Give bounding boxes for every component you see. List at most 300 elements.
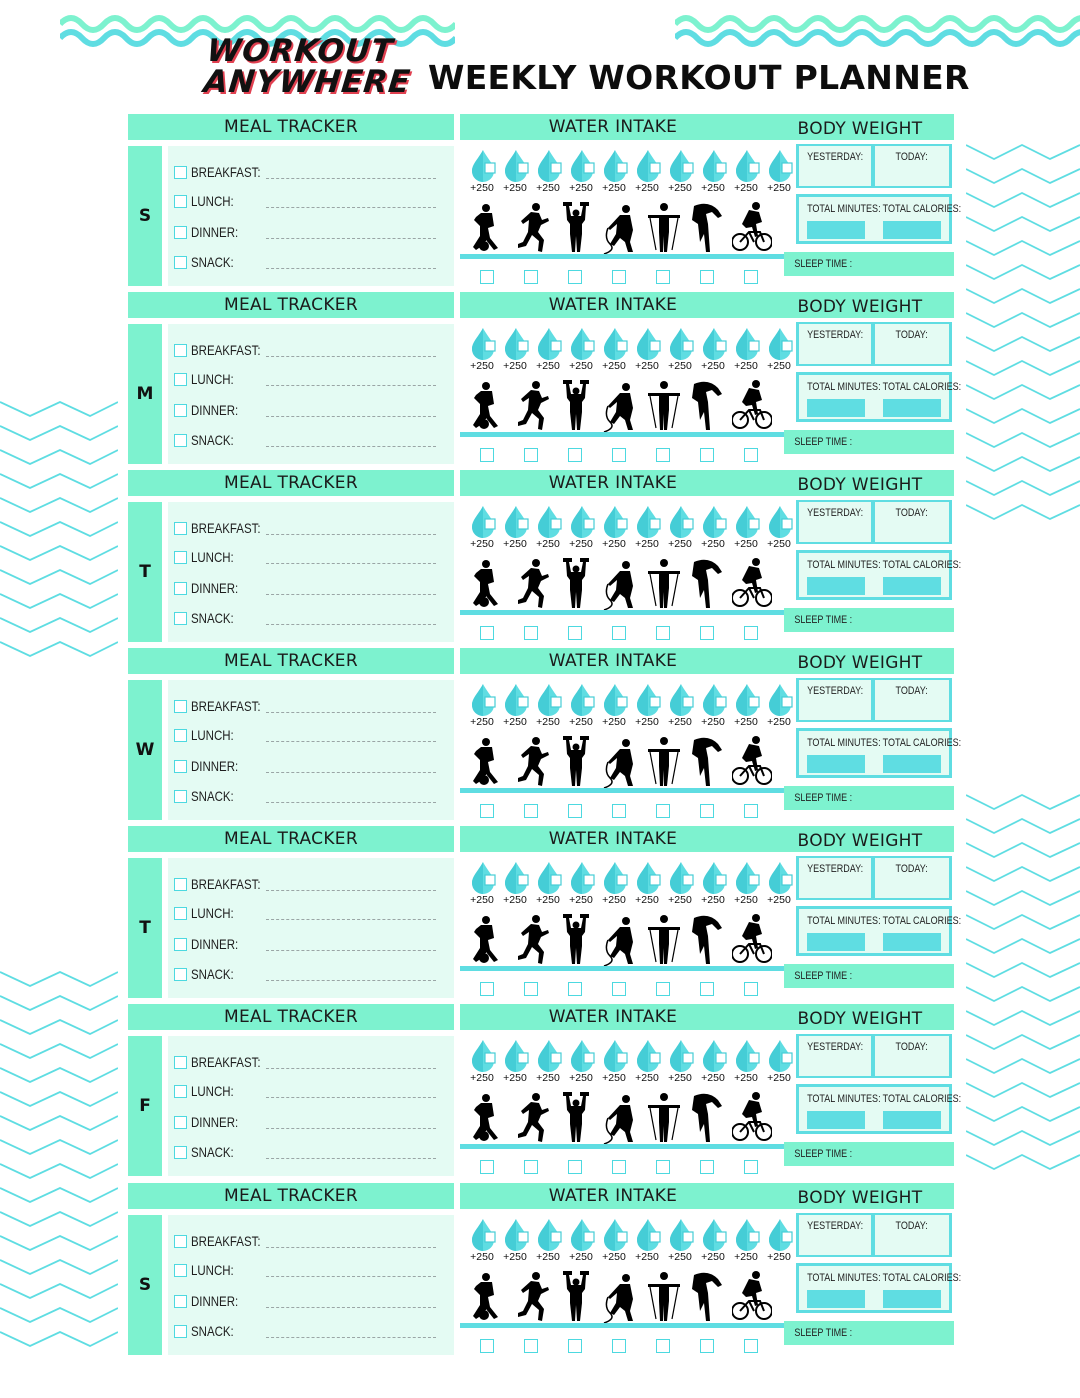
breakfast-write-line[interactable] <box>266 178 436 179</box>
meal-label: SNACK: <box>191 788 234 804</box>
water-drop-icon[interactable] <box>765 505 795 539</box>
water-drop-icon[interactable] <box>468 149 498 183</box>
water-amount-label: +250 <box>536 182 560 194</box>
breakfast-write-line[interactable] <box>266 712 436 713</box>
water-amount-label: +250 <box>503 1251 527 1263</box>
lunch-write-line[interactable] <box>266 207 436 208</box>
meal-panel <box>168 324 454 464</box>
water-drop-icon[interactable] <box>666 683 696 717</box>
water-drop-icon[interactable] <box>732 683 762 717</box>
water-drop-icon[interactable] <box>765 149 795 183</box>
water-amount-label: +250 <box>536 894 560 906</box>
water-drop-icon[interactable] <box>765 1039 795 1073</box>
water-drop-icon[interactable] <box>666 1039 696 1073</box>
breakfast-checkbox[interactable] <box>174 1056 187 1069</box>
lunch-checkbox[interactable] <box>174 1264 187 1277</box>
total-minutes-field[interactable] <box>807 755 865 773</box>
dinner-checkbox[interactable] <box>174 404 187 417</box>
water-drop-icon[interactable] <box>534 861 564 895</box>
total-minutes-label: TOTAL MINUTES: <box>807 1272 881 1284</box>
meal-label: BREAKFAST: <box>191 520 261 536</box>
exercise-checkbox[interactable] <box>480 448 494 462</box>
water-drop-icon[interactable] <box>732 149 762 183</box>
cyclist-icon <box>732 914 772 966</box>
breakfast-write-line[interactable] <box>266 890 436 891</box>
exercise-checkbox[interactable] <box>568 448 582 462</box>
lunch-checkbox[interactable] <box>174 907 187 920</box>
exercise-checkbox[interactable] <box>744 626 758 640</box>
exercise-checkbox[interactable] <box>524 626 538 640</box>
exercise-checkbox[interactable] <box>524 448 538 462</box>
water-drop-icon[interactable] <box>732 1039 762 1073</box>
snack-write-line[interactable] <box>266 268 436 269</box>
today-label: TODAY: <box>895 329 929 341</box>
exercise-checkbox[interactable] <box>656 804 670 818</box>
total-minutes-field[interactable] <box>807 221 865 239</box>
meal-row-breakfast <box>174 1231 448 1251</box>
water-amount-label: +250 <box>470 1072 494 1084</box>
kettlebell-squat-icon <box>468 1271 508 1323</box>
water-drop-icon[interactable] <box>633 861 663 895</box>
body-weight-header: BODY WEIGHT <box>766 1004 954 1030</box>
water-drop-icon[interactable] <box>468 505 498 539</box>
water-drop-icon[interactable] <box>699 505 729 539</box>
water-amount-label: +250 <box>734 360 758 372</box>
totals-inner <box>799 553 962 597</box>
lunch-checkbox[interactable] <box>174 1085 187 1098</box>
breakfast-write-line[interactable] <box>266 1247 436 1248</box>
meal-panel <box>168 146 454 286</box>
water-drop-icon[interactable] <box>567 1039 597 1073</box>
yesterday-cell[interactable] <box>799 1215 871 1255</box>
water-drop-icon[interactable] <box>765 1218 795 1252</box>
exercise-checkbox[interactable] <box>524 804 538 818</box>
water-drop-icon[interactable] <box>501 861 531 895</box>
meal-tracker-header: MEAL TRACKER <box>128 1183 454 1209</box>
exercise-checkbox[interactable] <box>480 982 494 996</box>
water-drop-icon[interactable] <box>501 149 531 183</box>
water-drop-icon[interactable] <box>765 683 795 717</box>
total-calories-field[interactable] <box>883 399 941 417</box>
exercise-checkbox[interactable] <box>524 270 538 284</box>
resistance-band-icon <box>644 1271 684 1323</box>
battle-ropes-icon <box>600 1092 640 1144</box>
dinner-write-line[interactable] <box>266 416 436 417</box>
exercise-checkbox[interactable] <box>700 1160 714 1174</box>
water-drop-icon[interactable] <box>600 327 630 361</box>
floor-bar <box>460 966 798 971</box>
total-calories-field[interactable] <box>883 755 941 773</box>
water-drop-icon[interactable] <box>534 1039 564 1073</box>
water-drop-icon[interactable] <box>732 861 762 895</box>
snack-checkbox[interactable] <box>174 612 187 625</box>
dinner-write-line[interactable] <box>266 950 436 951</box>
breakfast-write-line[interactable] <box>266 1068 436 1069</box>
water-drop-icon[interactable] <box>600 861 630 895</box>
yesterday-cell[interactable] <box>799 146 871 186</box>
total-calories-field[interactable] <box>883 577 941 595</box>
totals-inner <box>799 731 962 775</box>
sleep-time-field[interactable] <box>784 430 954 454</box>
breakfast-checkbox[interactable] <box>174 344 187 357</box>
exercise-checkbox[interactable] <box>568 804 582 818</box>
battle-ropes-icon <box>600 736 640 788</box>
sleep-time-label: SLEEP TIME : <box>794 1148 853 1160</box>
cyclist-icon <box>732 736 772 788</box>
water-drop-icon[interactable] <box>633 683 663 717</box>
water-intake-header: WATER INTAKE <box>460 826 766 852</box>
meal-row-snack <box>174 1142 448 1162</box>
water-amount-label: +250 <box>470 538 494 550</box>
water-drop-icon[interactable] <box>468 683 498 717</box>
water-amount-label: +250 <box>602 182 626 194</box>
water-amount-label: +250 <box>569 538 593 550</box>
exercise-checkbox[interactable] <box>568 626 582 640</box>
meal-row-breakfast <box>174 696 448 716</box>
lunch-checkbox[interactable] <box>174 729 187 742</box>
yesterday-cell[interactable] <box>799 502 871 542</box>
exercise-checkbox[interactable] <box>656 1160 670 1174</box>
exercise-checkbox[interactable] <box>612 448 626 462</box>
resistance-band-icon <box>644 736 684 788</box>
exercise-checkbox[interactable] <box>480 804 494 818</box>
water-drop-icon[interactable] <box>666 861 696 895</box>
exercise-checkbox[interactable] <box>480 1160 494 1174</box>
exercise-checkbox[interactable] <box>612 270 626 284</box>
meal-label: DINNER: <box>191 580 239 596</box>
water-drop-icon[interactable] <box>600 1039 630 1073</box>
yesterday-cell[interactable] <box>799 324 871 364</box>
water-drop-icon[interactable] <box>468 1218 498 1252</box>
water-amount-label: +250 <box>503 716 527 728</box>
exercise-checkbox[interactable] <box>612 1339 626 1353</box>
water-drop-icon[interactable] <box>567 327 597 361</box>
today-cell[interactable] <box>875 1036 949 1076</box>
water-drop-icon[interactable] <box>468 861 498 895</box>
dinner-checkbox[interactable] <box>174 760 187 773</box>
lunch-write-line[interactable] <box>266 1276 436 1277</box>
snack-checkbox[interactable] <box>174 1325 187 1338</box>
day-section-1 <box>128 114 962 286</box>
totals-inner <box>799 1266 962 1310</box>
lunch-write-line[interactable] <box>266 1097 436 1098</box>
water-drop-icon[interactable] <box>765 861 795 895</box>
total-calories-label: TOTAL CALORIES: <box>882 559 962 571</box>
water-amount-label: +250 <box>701 360 725 372</box>
exercise-checkbox[interactable] <box>700 982 714 996</box>
dinner-write-line[interactable] <box>266 594 436 595</box>
dumbbell-press-icon <box>556 1271 596 1323</box>
water-drop-icon[interactable] <box>534 683 564 717</box>
yesterday-cell[interactable] <box>799 1036 871 1076</box>
water-intake-area <box>460 858 796 998</box>
exercise-checkbox[interactable] <box>700 804 714 818</box>
snack-write-line[interactable] <box>266 1337 436 1338</box>
today-cell[interactable] <box>875 502 949 542</box>
water-drop-icon[interactable] <box>534 327 564 361</box>
water-amount-label: +250 <box>569 1072 593 1084</box>
today-cell[interactable] <box>875 1215 949 1255</box>
water-drop-icon[interactable] <box>501 327 531 361</box>
breakfast-write-line[interactable] <box>266 356 436 357</box>
today-cell[interactable] <box>875 146 949 186</box>
water-intake-area <box>460 1215 796 1355</box>
water-drop-icon[interactable] <box>534 149 564 183</box>
meal-row-breakfast <box>174 340 448 360</box>
water-drop-icon[interactable] <box>699 683 729 717</box>
total-minutes-field[interactable] <box>807 399 865 417</box>
water-drop-icon[interactable] <box>732 505 762 539</box>
total-minutes-field[interactable] <box>807 577 865 595</box>
lunch-checkbox[interactable] <box>174 373 187 386</box>
snack-checkbox[interactable] <box>174 434 187 447</box>
sleep-time-field[interactable] <box>784 1142 954 1166</box>
lunch-checkbox[interactable] <box>174 551 187 564</box>
day-letter: S <box>128 1215 162 1355</box>
exercise-checkbox[interactable] <box>700 1339 714 1353</box>
breakfast-checkbox[interactable] <box>174 166 187 179</box>
totals-box <box>796 1084 962 1134</box>
water-amount-label: +250 <box>701 182 725 194</box>
exercise-checkbox[interactable] <box>524 982 538 996</box>
yesterday-label: YESTERDAY: <box>807 507 863 519</box>
exercise-checkbox[interactable] <box>612 626 626 640</box>
meal-row-dinner <box>174 1112 448 1132</box>
brand-logo <box>201 33 413 106</box>
water-drop-icon[interactable] <box>567 505 597 539</box>
dinner-write-line[interactable] <box>266 772 436 773</box>
water-drop-icon[interactable] <box>699 861 729 895</box>
yesterday-label: YESTERDAY: <box>807 685 863 697</box>
cyclist-icon <box>732 1092 772 1144</box>
exercise-icons <box>468 558 788 610</box>
water-drop-icon[interactable] <box>501 505 531 539</box>
dinner-write-line[interactable] <box>266 1307 436 1308</box>
water-drop-icon[interactable] <box>633 1218 663 1252</box>
water-amount-label: +250 <box>602 716 626 728</box>
resistance-band-icon <box>644 1092 684 1144</box>
water-drop-icon[interactable] <box>567 683 597 717</box>
water-drop-icon[interactable] <box>567 149 597 183</box>
snack-write-line[interactable] <box>266 1158 436 1159</box>
yoga-pose-icon <box>688 1271 728 1323</box>
breakfast-checkbox[interactable] <box>174 1235 187 1248</box>
kettlebell-squat-icon <box>468 202 508 254</box>
water-intake-header: WATER INTAKE <box>460 1183 766 1209</box>
meal-tracker-header: MEAL TRACKER <box>128 826 454 852</box>
water-drop-icon[interactable] <box>633 327 663 361</box>
water-drop-icon[interactable] <box>600 505 630 539</box>
water-amount-label: +250 <box>470 182 494 194</box>
meal-row-snack <box>174 608 448 628</box>
water-amount-label: +250 <box>635 1251 659 1263</box>
exercise-checkbox[interactable] <box>744 804 758 818</box>
meal-label: LUNCH: <box>191 905 234 921</box>
today-cell[interactable] <box>875 324 949 364</box>
exercise-checkbox[interactable] <box>700 448 714 462</box>
water-amount-label: +250 <box>734 1072 758 1084</box>
lunch-checkbox[interactable] <box>174 195 187 208</box>
meal-label: SNACK: <box>191 254 234 270</box>
snack-write-line[interactable] <box>266 624 436 625</box>
water-amount-label: +250 <box>668 894 692 906</box>
meal-label: BREAKFAST: <box>191 164 261 180</box>
cyclist-icon <box>732 558 772 610</box>
water-amount-label: +250 <box>701 894 725 906</box>
snack-write-line[interactable] <box>266 446 436 447</box>
exercise-checkbox[interactable] <box>744 270 758 284</box>
exercise-checkbox[interactable] <box>480 1339 494 1353</box>
water-drop-icon[interactable] <box>501 683 531 717</box>
water-drop-icon[interactable] <box>666 1218 696 1252</box>
dinner-checkbox[interactable] <box>174 938 187 951</box>
water-amount-label: +250 <box>602 894 626 906</box>
lunch-write-line[interactable] <box>266 563 436 564</box>
lunch-write-line[interactable] <box>266 919 436 920</box>
snack-write-line[interactable] <box>266 980 436 981</box>
total-minutes-label: TOTAL MINUTES: <box>807 381 881 393</box>
water-intake-area <box>460 1036 796 1176</box>
water-amount-label: +250 <box>701 538 725 550</box>
water-drop-icon[interactable] <box>468 1039 498 1073</box>
breakfast-checkbox[interactable] <box>174 522 187 535</box>
water-drop-icon[interactable] <box>600 149 630 183</box>
dinner-checkbox[interactable] <box>174 1116 187 1129</box>
water-drop-icon[interactable] <box>501 1039 531 1073</box>
water-drop-icon[interactable] <box>732 327 762 361</box>
meal-label: SNACK: <box>191 1323 234 1339</box>
sleep-time-field[interactable] <box>784 252 954 276</box>
snack-write-line[interactable] <box>266 802 436 803</box>
yesterday-cell[interactable] <box>799 858 871 898</box>
water-drop-icon[interactable] <box>699 1218 729 1252</box>
water-amount-label: +250 <box>701 1072 725 1084</box>
water-drop-icon[interactable] <box>666 327 696 361</box>
exercise-checkbox[interactable] <box>700 270 714 284</box>
meal-row-snack <box>174 252 448 272</box>
water-drop-icon[interactable] <box>633 505 663 539</box>
breakfast-write-line[interactable] <box>266 534 436 535</box>
yoga-pose-icon <box>688 914 728 966</box>
total-minutes-field[interactable] <box>807 1290 865 1308</box>
water-intake-area <box>460 680 796 820</box>
water-drop-icon[interactable] <box>600 683 630 717</box>
sleep-time-field[interactable] <box>784 964 954 988</box>
sleep-time-field[interactable] <box>784 608 954 632</box>
today-label: TODAY: <box>895 151 929 163</box>
exercise-checkbox[interactable] <box>568 270 582 284</box>
floor-bar <box>460 610 798 615</box>
exercise-checkbox[interactable] <box>744 448 758 462</box>
water-drop-icon[interactable] <box>567 861 597 895</box>
sleep-time-field[interactable] <box>784 786 954 810</box>
lunch-write-line[interactable] <box>266 741 436 742</box>
today-cell[interactable] <box>875 680 949 720</box>
dinner-write-line[interactable] <box>266 238 436 239</box>
breakfast-checkbox[interactable] <box>174 878 187 891</box>
water-drop-icon[interactable] <box>600 1218 630 1252</box>
exercise-checkbox[interactable] <box>568 982 582 996</box>
water-drop-icon[interactable] <box>699 327 729 361</box>
exercise-checkbox[interactable] <box>656 270 670 284</box>
meal-row-dinner <box>174 756 448 776</box>
water-drop-icon[interactable] <box>699 1039 729 1073</box>
exercise-checkbox[interactable] <box>480 270 494 284</box>
body-weight-header: BODY WEIGHT <box>766 470 954 496</box>
water-amount-label: +250 <box>635 1072 659 1084</box>
exercise-checkbox[interactable] <box>700 626 714 640</box>
yesterday-cell[interactable] <box>799 680 871 720</box>
exercise-checkbox[interactable] <box>612 982 626 996</box>
lunch-write-line[interactable] <box>266 385 436 386</box>
floor-bar <box>460 254 798 259</box>
total-minutes-field[interactable] <box>807 933 865 951</box>
water-drop-icon[interactable] <box>732 1218 762 1252</box>
meal-label: DINNER: <box>191 224 239 240</box>
exercise-checkbox[interactable] <box>568 1339 582 1353</box>
water-drop-icon[interactable] <box>666 149 696 183</box>
water-drop-icon[interactable] <box>633 1039 663 1073</box>
exercise-checkbox[interactable] <box>524 1160 538 1174</box>
day-letter: T <box>128 858 162 998</box>
water-drop-icon[interactable] <box>468 327 498 361</box>
water-drop-icon[interactable] <box>633 149 663 183</box>
total-calories-label: TOTAL CALORIES: <box>882 737 962 749</box>
exercise-checkbox[interactable] <box>744 1160 758 1174</box>
water-amount-label: +250 <box>602 360 626 372</box>
exercise-checkbox[interactable] <box>656 626 670 640</box>
sleep-time-field[interactable] <box>784 1321 954 1345</box>
body-weight-header: BODY WEIGHT <box>766 648 954 674</box>
water-drop-icon[interactable] <box>534 1218 564 1252</box>
water-drop-icon[interactable] <box>501 1218 531 1252</box>
snack-checkbox[interactable] <box>174 1146 187 1159</box>
exercise-checkbox[interactable] <box>744 1339 758 1353</box>
exercise-checkbox[interactable] <box>656 1339 670 1353</box>
meal-tracker-header: MEAL TRACKER <box>128 1004 454 1030</box>
today-cell[interactable] <box>875 858 949 898</box>
exercise-checkbox[interactable] <box>568 1160 582 1174</box>
exercise-checkbox[interactable] <box>524 1339 538 1353</box>
water-drop-icon[interactable] <box>765 327 795 361</box>
exercise-checkbox[interactable] <box>612 1160 626 1174</box>
dinner-checkbox[interactable] <box>174 226 187 239</box>
water-drop-icon[interactable] <box>699 149 729 183</box>
exercise-checkbox[interactable] <box>656 448 670 462</box>
exercise-checkbox[interactable] <box>480 626 494 640</box>
dinner-checkbox[interactable] <box>174 1295 187 1308</box>
total-calories-field[interactable] <box>883 933 941 951</box>
water-drop-icon[interactable] <box>567 1218 597 1252</box>
water-intake-area <box>460 146 796 286</box>
water-drop-icon[interactable] <box>666 505 696 539</box>
total-minutes-field[interactable] <box>807 1111 865 1129</box>
snack-checkbox[interactable] <box>174 790 187 803</box>
dinner-checkbox[interactable] <box>174 582 187 595</box>
water-drop-icon[interactable] <box>534 505 564 539</box>
water-amount-label: +250 <box>569 894 593 906</box>
dinner-write-line[interactable] <box>266 1128 436 1129</box>
total-calories-field[interactable] <box>883 1111 941 1129</box>
breakfast-checkbox[interactable] <box>174 700 187 713</box>
total-calories-field[interactable] <box>883 1290 941 1308</box>
exercise-checkbox[interactable] <box>612 804 626 818</box>
exercise-checkbox[interactable] <box>744 982 758 996</box>
snack-checkbox[interactable] <box>174 256 187 269</box>
exercise-checkbox[interactable] <box>656 982 670 996</box>
total-calories-field[interactable] <box>883 221 941 239</box>
snack-checkbox[interactable] <box>174 968 187 981</box>
